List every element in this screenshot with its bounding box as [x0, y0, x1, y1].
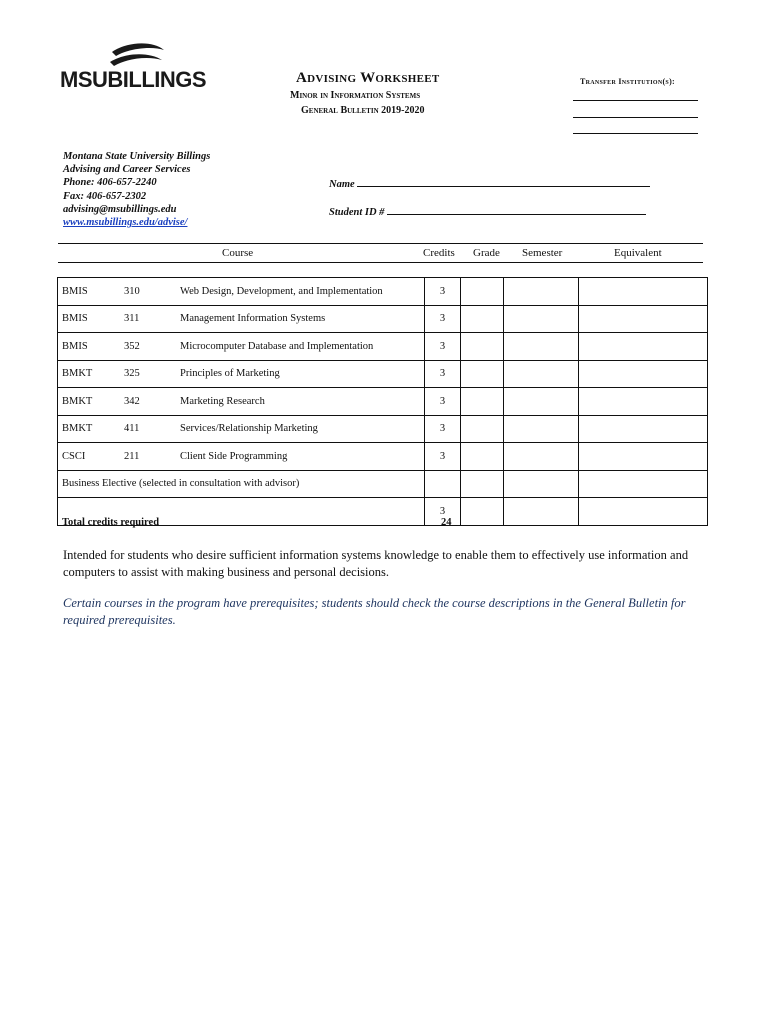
grade-cell[interactable]: [461, 415, 504, 443]
course-number: 352: [120, 333, 176, 361]
course-prefix: BMKT: [58, 388, 121, 416]
course-number: 342: [120, 388, 176, 416]
course-credits: 3: [425, 360, 461, 388]
contact-phone: Phone: 406-657-2240: [63, 177, 157, 189]
course-row: [58, 360, 708, 388]
elective-label: Business Elective (selected in consultation with advisor): [58, 470, 425, 498]
minor-description: Intended for students who desire sufficient information systems knowledge to enable them to effectively use information and computers to assist with making business and personal decisions.: [63, 548, 689, 579]
course-row: [58, 305, 708, 333]
equivalent-cell[interactable]: [579, 443, 708, 471]
equivalent-cell[interactable]: [579, 470, 708, 498]
name-input-line[interactable]: [357, 177, 650, 187]
advising-website-link[interactable]: www.msubillings.edu/advise/: [63, 217, 188, 229]
worksheet-title: Advising Worksheet: [296, 70, 440, 86]
transfer-institution-line-2[interactable]: [573, 117, 698, 118]
transfer-institution-line-1[interactable]: [573, 100, 698, 101]
course-row: [58, 388, 708, 416]
course-credits: 3: [425, 388, 461, 416]
course-number: 311: [120, 305, 176, 333]
logo-text: MSUBILLINGS: [60, 67, 207, 92]
grade-cell[interactable]: [461, 498, 504, 526]
course-number: 310: [120, 278, 176, 306]
contact-email: advising@msubillings.edu: [63, 203, 177, 215]
course-prefix: BMIS: [58, 278, 121, 306]
transfer-institution-label: Transfer Institution(s):: [580, 77, 675, 86]
equivalent-cell[interactable]: [579, 305, 708, 333]
column-header-course: Course: [222, 247, 254, 259]
course-title: Client Side Programming: [176, 443, 425, 471]
course-prefix: CSCI: [58, 443, 121, 471]
header-rule-top: [58, 243, 703, 244]
course-title: Principles of Marketing: [176, 360, 425, 388]
elective-label-credits-cell: [425, 470, 461, 498]
semester-cell[interactable]: [504, 360, 579, 388]
course-title: Management Information Systems: [176, 305, 425, 333]
grade-cell[interactable]: [461, 333, 504, 361]
semester-cell[interactable]: [504, 443, 579, 471]
student-id-label: Student ID #: [329, 207, 385, 218]
transfer-institution-line-3[interactable]: [573, 133, 698, 134]
semester-cell[interactable]: [504, 305, 579, 333]
worksheet-subtitle-bulletin: General Bulletin 2019-2020: [301, 105, 425, 116]
contact-org: Montana State University Billings: [63, 151, 211, 162]
elective-label-row: [58, 470, 708, 498]
column-header-semester: Semester: [522, 247, 563, 259]
grade-cell[interactable]: [461, 360, 504, 388]
name-label: Name: [329, 179, 355, 190]
equivalent-cell[interactable]: [579, 498, 708, 526]
contact-fax: Fax: 406-657-2302: [63, 190, 147, 202]
course-row: [58, 333, 708, 361]
total-credits-label: Total credits required: [62, 517, 160, 528]
course-title: Web Design, Development, and Implementation: [176, 278, 425, 306]
course-number: 411: [120, 415, 176, 443]
equivalent-cell[interactable]: [579, 333, 708, 361]
course-number: 325: [120, 360, 176, 388]
semester-cell[interactable]: [504, 498, 579, 526]
semester-cell[interactable]: [504, 278, 579, 306]
student-id-input-line[interactable]: [387, 205, 646, 215]
grade-cell[interactable]: [461, 278, 504, 306]
worksheet-subtitle-minor: Minor in Information Systems: [290, 90, 421, 101]
course-credits: 3: [425, 278, 461, 306]
semester-cell[interactable]: [504, 388, 579, 416]
course-row: [58, 443, 708, 471]
course-credits: 3: [425, 443, 461, 471]
course-title: Marketing Research: [176, 388, 425, 416]
course-row: [58, 278, 708, 306]
course-prefix: BMIS: [58, 333, 121, 361]
course-credits: 3: [425, 333, 461, 361]
contact-dept: Advising and Career Services: [63, 164, 191, 176]
course-title: Services/Relationship Marketing: [176, 415, 425, 443]
equivalent-cell[interactable]: [579, 278, 708, 306]
semester-cell[interactable]: [504, 470, 579, 498]
total-credits-value: 24: [441, 517, 452, 528]
semester-cell[interactable]: [504, 333, 579, 361]
column-header-equivalent: Equivalent: [614, 247, 662, 259]
course-prefix: BMKT: [58, 360, 121, 388]
course-prefix: BMIS: [58, 305, 121, 333]
contact-block: [63, 150, 210, 229]
course-credits: 3: [425, 305, 461, 333]
elective-credits: 3: [425, 498, 461, 526]
semester-cell[interactable]: [504, 415, 579, 443]
equivalent-cell[interactable]: [579, 360, 708, 388]
student-id-field: [329, 205, 646, 218]
course-row: [58, 415, 708, 443]
prerequisite-note: Certain courses in the program have prerequisites; students should check the course descriptions in the General Bulletin for required prerequisites.: [63, 596, 686, 627]
column-header-grade: Grade: [473, 247, 500, 259]
equivalent-cell[interactable]: [579, 415, 708, 443]
course-prefix: BMKT: [58, 415, 121, 443]
equivalent-cell[interactable]: [579, 388, 708, 416]
header-rule-bottom: [58, 262, 703, 263]
name-field: [329, 177, 650, 190]
grade-cell[interactable]: [461, 388, 504, 416]
course-table: [57, 277, 708, 526]
grade-cell[interactable]: [461, 443, 504, 471]
course-title: Microcomputer Database and Implementation: [176, 333, 425, 361]
grade-cell[interactable]: [461, 470, 504, 498]
course-credits: 3: [425, 415, 461, 443]
msu-billings-logo: [60, 42, 212, 96]
grade-cell[interactable]: [461, 305, 504, 333]
course-number: 211: [120, 443, 176, 471]
column-header-credits: Credits: [423, 247, 455, 259]
